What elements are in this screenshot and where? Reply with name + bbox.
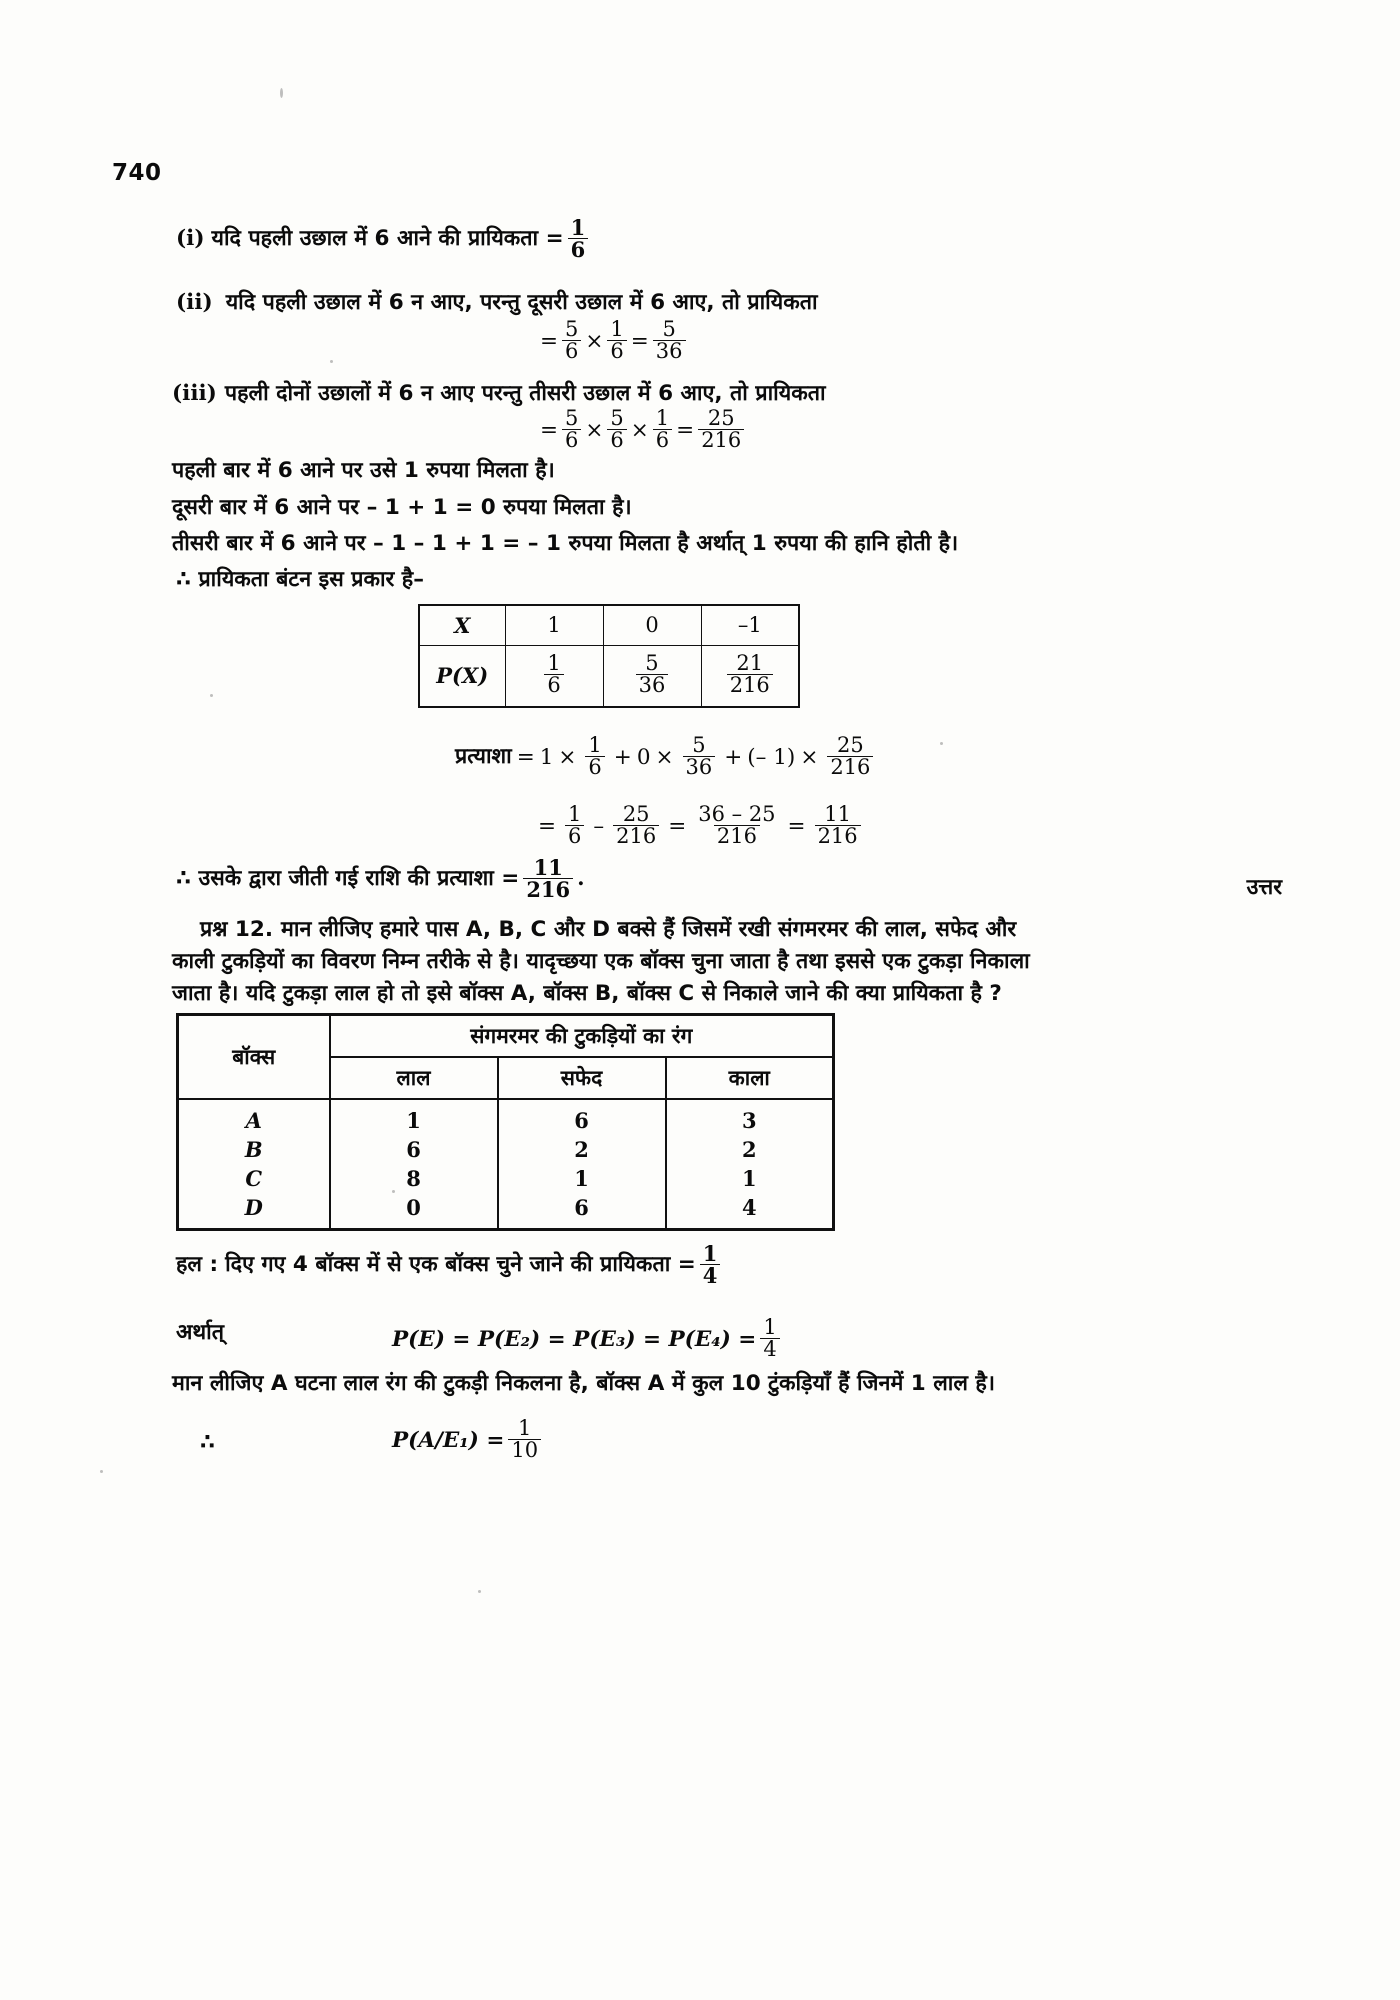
box-row-b-red: 6 — [330, 1135, 498, 1164]
probability-distribution-table — [418, 604, 800, 708]
solution-item-i — [176, 215, 592, 262]
exp-eq2-minus: – — [593, 814, 605, 839]
box-table-subheader-white: सफेद — [498, 1057, 666, 1099]
scan-speck — [940, 742, 943, 745]
box-row-a-red: 1 — [330, 1099, 498, 1135]
arthat-eq-text: P(E) = P(E₂) = P(E₃) = P(E₄) = — [392, 1327, 757, 1352]
note-line-1: पहली बार में 6 आने पर उसे 1 रुपया मिलता है। — [172, 458, 555, 483]
conclusion-fraction: $\frac{11}{216}$ — [523, 857, 573, 900]
marble-box-table — [176, 1013, 835, 1231]
item-iii-marker: (iii) — [172, 381, 217, 406]
question-12-line-1 — [200, 919, 1016, 942]
table-row — [178, 1135, 834, 1164]
therefore-symbol: ∴ — [200, 1430, 215, 1455]
exp-eq1-frac2: $\frac{5}{36}$ — [683, 735, 716, 778]
arthat-equation — [392, 1315, 784, 1361]
expectation-equation-1 — [455, 733, 877, 779]
item-i-text: यदि पहली उछाल में 6 आने की प्रायिकता = — [211, 226, 564, 252]
exp-eq1-plus2: + — [724, 745, 743, 770]
box-row-b-white: 2 — [498, 1135, 666, 1164]
exp-eq1-mult3: × — [800, 745, 819, 770]
box-row-a-id: A — [178, 1099, 330, 1135]
exp-eq2-equals: = — [538, 814, 557, 839]
exp-eq1-term3: (– 1) — [747, 745, 796, 770]
dist-x-value-0: 1 — [505, 605, 603, 645]
table-row — [178, 1193, 834, 1230]
solution-hal-line — [176, 1241, 724, 1288]
dist-x-value-1: 0 — [603, 605, 701, 645]
box-table-subheader-red: लाल — [330, 1057, 498, 1099]
arthat-fraction: $\frac{1}{4}$ — [760, 1317, 779, 1360]
exp-eq1-term1: 1 — [539, 745, 554, 770]
eq-ii-result: $\frac{5}{36}$ — [653, 319, 686, 362]
item-ii-marker: (ii) — [176, 290, 213, 315]
exp-eq2-frac-c: $\frac{36 - 25}{216}$ — [698, 802, 776, 848]
eq-iii-result: $\frac{25}{216}$ — [698, 408, 744, 451]
eq-iii-frac-c: $\frac{1}{6}$ — [653, 408, 672, 451]
exp-eq2-equals2: = — [668, 814, 687, 839]
scan-speck — [478, 1590, 481, 1593]
table-row — [178, 1164, 834, 1193]
dist-p-value-2: $\frac{21}{216}$ — [701, 645, 799, 707]
hal-fraction: $\frac{1}{4}$ — [700, 1243, 721, 1286]
exp-eq1-frac3: $\frac{25}{216}$ — [827, 735, 873, 778]
scan-speck — [100, 1470, 103, 1473]
exp-eq1-equals: = — [516, 745, 535, 770]
dist-x-value-2: –1 — [701, 605, 799, 645]
question-12-text-1: मान लीजिए हमारे पास A, B, C और D बक्से हैं जिसमें रखी संगमरमर की लाल, सफेद और — [281, 917, 1017, 942]
exp-eq1-mult1: × — [558, 745, 577, 770]
exp-eq1-plus1: + — [613, 745, 632, 770]
expectation-label: प्रत्याशा — [455, 744, 512, 770]
eq-iii-frac-a: $\frac{5}{6}$ — [562, 408, 581, 451]
eq-ii-equals: = — [540, 329, 559, 354]
eq-ii-frac-a: $\frac{5}{6}$ — [562, 319, 581, 362]
item-i-marker: (i) — [176, 226, 205, 252]
item-i-fraction: $\frac{1}{6}$ — [568, 217, 589, 260]
note-line-2: दूसरी बार में 6 आने पर – 1 + 1 = 0 रुपया मिलता है। — [172, 495, 632, 520]
box-table-header-row-1 — [178, 1015, 834, 1058]
equation-ii — [540, 317, 690, 363]
box-row-a-white: 6 — [498, 1099, 666, 1135]
assume-line: मान लीजिए A घटना लाल रंग की टुकड़ी निकलना है, बॉक्स A में कुल 10 टुंकड़ियाँ हैं जिनमें 1 लाल है। — [172, 1371, 996, 1396]
eq-ii-equals2: = — [630, 329, 649, 354]
eq-iii-equals: = — [540, 418, 559, 443]
solution-item-ii — [176, 292, 818, 315]
final-eq-text: P(A/E₁) = — [392, 1428, 505, 1453]
exp-eq1-mult2: × — [655, 745, 674, 770]
expectation-conclusion — [176, 855, 585, 902]
solution-item-iii — [172, 383, 826, 406]
page-number: 740 — [112, 160, 162, 186]
question-12-marker: प्रश्न 12. — [200, 917, 274, 942]
box-table-group-header: संगमरमर की टुकड़ियों का रंग — [330, 1015, 834, 1058]
exp-eq1-term2: 0 — [636, 745, 651, 770]
item-ii-text: यदि पहली उछाल में 6 न आए, परन्तु दूसरी उछाल में 6 आए, तो प्रायिकता — [225, 290, 818, 315]
answer-label: उत्तर — [1246, 875, 1282, 900]
question-12-line-3: जाता है। यदि टुकड़ा लाल हो तो इसे बॉक्स A, बॉक्स B, बॉक्स C से निकाले जाने की क्या प्रायिकता है ? — [172, 981, 1002, 1006]
box-row-d-black: 4 — [666, 1193, 834, 1230]
eq-iii-times-1: × — [585, 418, 604, 443]
expectation-equation-2 — [533, 802, 865, 848]
box-row-b-id: B — [178, 1135, 330, 1164]
item-iii-text: पहली दोनों उछालों में 6 न आए परन्तु तीसरी उछाल में 6 आए, तो प्रायिकता — [224, 381, 826, 406]
dist-p-value-1: $\frac{5}{36}$ — [603, 645, 701, 707]
conclusion-text: ∴ उसके द्वारा जीती गई राशि की प्रत्याशा = — [176, 866, 520, 892]
box-table-header-box: बॉक्स — [178, 1015, 330, 1100]
exp-eq2-frac-d: $\frac{11}{216}$ — [815, 804, 861, 847]
exp-eq2-frac-a: $\frac{1}{6}$ — [565, 804, 584, 847]
box-row-c-id: C — [178, 1164, 330, 1193]
scan-speck — [392, 1190, 395, 1193]
final-fraction: $\frac{1}{10}$ — [508, 1418, 541, 1461]
scan-speck — [330, 360, 333, 363]
hal-label: हल : — [176, 1252, 219, 1278]
exp-eq1-frac1: $\frac{1}{6}$ — [585, 735, 604, 778]
box-row-c-black: 1 — [666, 1164, 834, 1193]
box-row-d-white: 6 — [498, 1193, 666, 1230]
scan-speck — [210, 694, 213, 697]
exp-eq2-equals3: = — [787, 814, 806, 839]
eq-iii-equals2: = — [676, 418, 695, 443]
box-row-c-red: 8 — [330, 1164, 498, 1193]
distribution-intro: ∴ प्रायिकता बंटन इस प्रकार है– — [176, 567, 424, 592]
exp-eq2-frac-b: $\frac{25}{216}$ — [613, 804, 659, 847]
scan-speck — [280, 88, 283, 98]
box-row-d-id: D — [178, 1193, 330, 1230]
final-equation — [392, 1416, 545, 1462]
box-table-subheader-black: काला — [666, 1057, 834, 1099]
arthat-label: अर्थात् — [176, 1320, 224, 1345]
dist-p-value-0: $\frac{1}{6}$ — [505, 645, 603, 707]
equation-iii — [540, 406, 748, 452]
box-row-b-black: 2 — [666, 1135, 834, 1164]
dist-row-label-px: P(X) — [419, 645, 505, 707]
table-row — [178, 1099, 834, 1135]
eq-iii-times-2: × — [630, 418, 649, 443]
eq-iii-frac-b: $\frac{5}{6}$ — [607, 408, 626, 451]
conclusion-period: . — [577, 866, 585, 892]
dist-row-label-x: X — [419, 605, 505, 645]
eq-ii-times: × — [585, 329, 604, 354]
box-row-a-black: 3 — [666, 1099, 834, 1135]
eq-ii-frac-b: $\frac{1}{6}$ — [607, 319, 626, 362]
box-row-d-red: 0 — [330, 1193, 498, 1230]
hal-text: दिए गए 4 बॉक्स में से एक बॉक्स चुने जाने की प्रायिकता = — [225, 1252, 696, 1278]
box-row-c-white: 1 — [498, 1164, 666, 1193]
note-line-3: तीसरी बार में 6 आने पर – 1 – 1 + 1 = – 1 रुपया मिलता है अर्थात् 1 रुपया की हानि होती है। — [172, 531, 959, 556]
question-12-line-2: काली टुकड़ियों का विवरण निम्न तरीके से है। यादृच्छया एक बॉक्स चुना जाता है तथा इससे एक टुकड़ा निकाला — [172, 949, 1030, 974]
